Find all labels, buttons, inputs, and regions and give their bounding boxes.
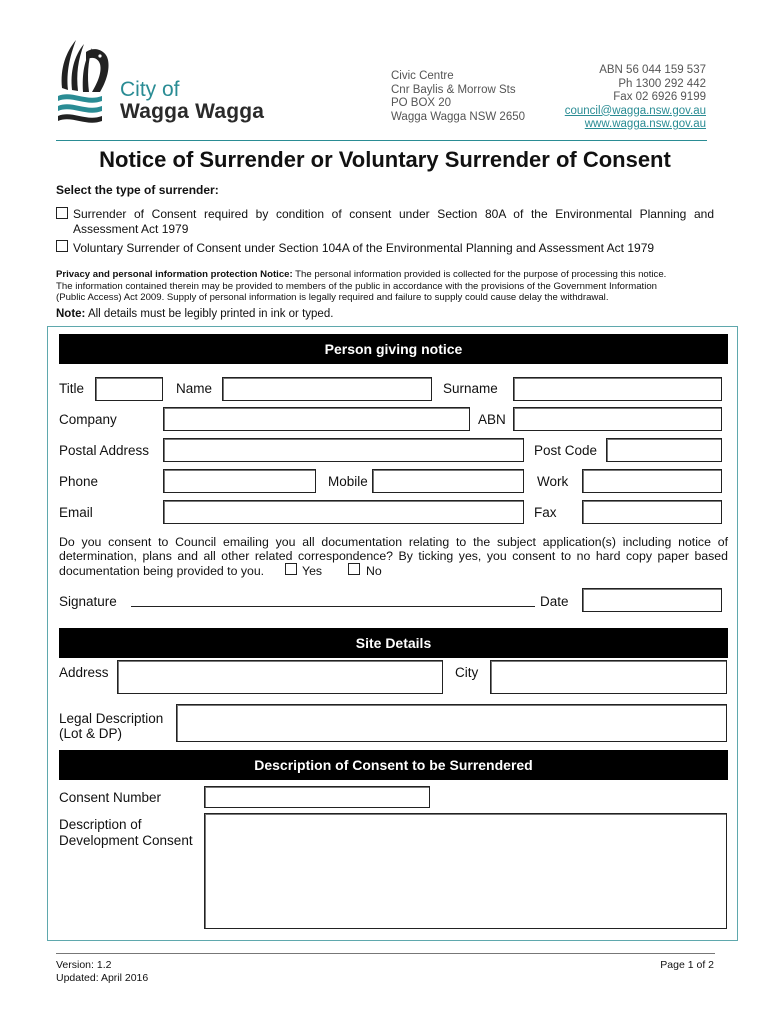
- privacy-heading: Privacy and personal information protection Notice:: [56, 269, 293, 280]
- development-consent-label: Description of: [59, 817, 142, 832]
- name-input[interactable]: [222, 377, 432, 401]
- surrender-type-heading: Select the type of surrender:: [56, 183, 219, 197]
- phone-text: Ph 1300 292 442: [618, 77, 706, 90]
- address-line: PO BOX 20: [391, 97, 452, 109]
- mobile-input[interactable]: [372, 469, 524, 493]
- fax-input[interactable]: [582, 500, 722, 524]
- section-104a-label: Voluntary Surrender of Consent under Section 104A of the Environmental Planning and Assessment Act 1979: [73, 241, 655, 255]
- site-address-input[interactable]: [117, 660, 443, 694]
- postal-address-input[interactable]: [163, 438, 524, 462]
- company-label: Company: [59, 412, 117, 427]
- surname-label: Surname: [443, 381, 498, 396]
- council-logo: [56, 38, 286, 128]
- consent-yes-checkbox[interactable]: [285, 563, 297, 575]
- email-consent-text: Do you consent to Council emailing you all documentation relating to the subject application(s) including notice of: [59, 535, 728, 549]
- signature-label: Signature: [59, 594, 117, 609]
- privacy-text: (Public Access) Act 2009. Supply of personal information is legally required and failure to supply could cause delay the withdrawal.: [56, 292, 609, 304]
- phone-input[interactable]: [163, 469, 316, 493]
- crow-emblem-icon: [56, 38, 116, 126]
- signature-line[interactable]: [131, 606, 535, 607]
- council-address: [391, 70, 525, 124]
- footer-divider: [56, 953, 715, 954]
- address-line: Civic Centre: [391, 70, 454, 82]
- legal-description-label: Legal Description: [59, 711, 164, 726]
- abn-label: ABN: [478, 412, 506, 427]
- postal-address-label: Postal Address: [59, 443, 150, 458]
- company-input[interactable]: [163, 407, 470, 431]
- work-input[interactable]: [582, 469, 722, 493]
- consent-number-label: Consent Number: [59, 790, 162, 805]
- council-contact: [565, 64, 706, 132]
- date-label: Date: [540, 594, 569, 609]
- phone-label: Phone: [59, 474, 99, 489]
- updated-text: Updated: April 2016: [56, 972, 149, 984]
- post-code-input[interactable]: [606, 438, 722, 462]
- fax-text: Fax 02 6926 9199: [613, 91, 706, 103]
- surname-input[interactable]: [513, 377, 722, 401]
- note-body: All details must be legibly printed in ink or typed.: [85, 308, 334, 320]
- section-104a-checkbox[interactable]: [56, 240, 68, 252]
- title-input[interactable]: [95, 377, 163, 401]
- section-80a-checkbox[interactable]: [56, 207, 68, 219]
- email-label: Email: [59, 505, 93, 520]
- legal-description-label-cont: (Lot & DP): [59, 726, 123, 741]
- privacy-notice: [56, 269, 715, 304]
- form-title: Notice of Surrender or Voluntary Surrender of Consent: [99, 147, 671, 172]
- work-label: Work: [537, 474, 569, 489]
- section-80a-label-cont: Assessment Act 1979: [73, 222, 189, 236]
- development-consent-label-cont: Development Consent: [59, 833, 193, 848]
- city-label: City: [455, 665, 479, 680]
- post-code-label: Post Code: [534, 443, 598, 458]
- header-divider: [56, 140, 707, 141]
- legal-description-input[interactable]: [176, 704, 727, 742]
- date-input[interactable]: [582, 588, 722, 612]
- privacy-text: The information contained therein may be provided to members of the public in accordance with the provisions of the Government Information: [56, 280, 657, 292]
- consent-no-checkbox[interactable]: [348, 563, 360, 575]
- development-consent-input[interactable]: [204, 813, 727, 929]
- email-consent-text: documentation being provided to you.: [59, 564, 265, 578]
- email-input[interactable]: [163, 500, 524, 524]
- consent-no-label: No: [366, 564, 382, 578]
- version-text: Version: 1.2: [56, 959, 112, 971]
- note-text: [56, 308, 333, 320]
- abn-input[interactable]: [513, 407, 722, 431]
- address-line: Cnr Baylis & Morrow Sts: [391, 83, 516, 96]
- email-consent-text: determination, plans and all other related correspondence? By ticking yes, you consent to no hard copy paper based: [59, 549, 728, 563]
- page-number: Page 1 of 2: [660, 959, 714, 971]
- note-heading: Note:: [56, 308, 86, 320]
- email-link[interactable]: council@wagga.nsw.gov.au: [564, 104, 706, 117]
- logo-text-city-of: City of: [120, 78, 180, 101]
- consent-yes-label: Yes: [302, 564, 323, 578]
- site-address-label: Address: [59, 665, 109, 680]
- section-80a-label: Surrender of Consent required by condition of consent under Section 80A of the Environmental Planning and: [73, 207, 714, 221]
- privacy-text: The personal information provided is collected for the purpose of processing this notice.: [292, 269, 667, 280]
- version-info: [56, 959, 148, 985]
- site-section-heading: Site Details: [59, 628, 728, 658]
- abn-text: ABN 56 044 159 537: [599, 64, 706, 76]
- fax-label: Fax: [534, 505, 557, 520]
- logo-text-wagga-wagga: Wagga Wagga: [120, 100, 265, 123]
- mobile-label: Mobile: [328, 474, 368, 489]
- consent-section-heading: Description of Consent to be Surrendered: [59, 750, 728, 780]
- consent-number-input[interactable]: [204, 786, 430, 808]
- city-input[interactable]: [490, 660, 727, 694]
- title-label: Title: [59, 381, 85, 396]
- name-label: Name: [176, 381, 213, 396]
- person-section-heading: Person giving notice: [59, 334, 728, 364]
- website-link[interactable]: www.wagga.nsw.gov.au: [584, 118, 706, 130]
- address-line: Wagga Wagga NSW 2650: [391, 110, 526, 123]
